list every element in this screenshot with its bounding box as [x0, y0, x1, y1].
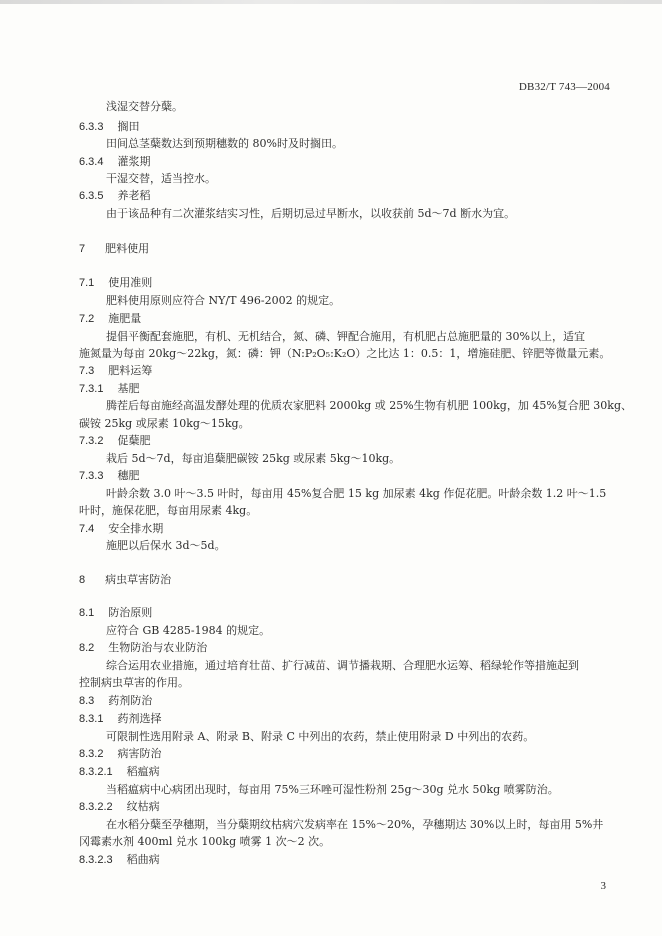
- clause-number: 8.3.2.1: [79, 766, 113, 778]
- standard-code: DB32/T 743—2004: [518, 81, 610, 93]
- line-text: 肥料运筹: [108, 364, 153, 377]
- line-text: 防治原则: [108, 606, 153, 619]
- line-text: 肥料使用原则应符合 NY/T 496-2002 的规定。: [106, 294, 341, 307]
- line-text: 施肥量: [108, 312, 142, 325]
- line-text: 综合运用农业措施，通过培育壮苗、扩行减苗、调节播栽期、合理肥水运筹、稻绿轮作等措施起到: [106, 659, 579, 672]
- line-text: 稻曲病: [126, 853, 160, 866]
- paragraph-line: [106, 624, 270, 638]
- paragraph-line: [106, 330, 585, 344]
- clause-heading: [79, 694, 152, 708]
- line-text: 肥料使用: [105, 242, 150, 255]
- line-text: 施氮量为每亩 20kg～22kg，氮：磷：钾（N:P₂O₅:K₂O）之比达 1：0.5：1，增施硅肥、锌肥等微量元素。: [79, 347, 611, 360]
- clause-number: 8: [79, 574, 86, 586]
- clause-heading: [79, 522, 163, 536]
- clause-number: 7.3: [79, 365, 95, 377]
- line-text: 浅湿交替分蘖。: [106, 100, 183, 113]
- clause-number: 7.3.2: [79, 435, 104, 447]
- paragraph-line: [79, 417, 250, 431]
- line-text: 搁田: [117, 120, 140, 133]
- clause-number: 7.3.3: [79, 470, 104, 482]
- line-text: 药剂选择: [117, 712, 162, 725]
- paragraph-line: [106, 539, 226, 553]
- clause-heading: [79, 641, 207, 655]
- clause-heading: [79, 800, 160, 814]
- line-text: 安全排水期: [108, 522, 164, 535]
- line-text: 病虫草害防治: [105, 573, 172, 586]
- line-text: 田间总茎蘖数达到预期穗数的 80%时及时搁田。: [106, 137, 343, 150]
- clause-heading: [79, 382, 139, 396]
- clause-number: 8.3.2: [79, 748, 104, 760]
- clause-heading: [79, 434, 150, 448]
- clause-heading: [79, 853, 160, 867]
- page-number: 3: [600, 880, 606, 892]
- paragraph-line: [79, 676, 189, 690]
- clause-number: 7.3.1: [79, 383, 104, 395]
- paragraph-line: [106, 137, 343, 151]
- paragraph-line: [106, 294, 340, 308]
- paragraph-line: [106, 207, 515, 221]
- paragraph-line: [106, 100, 183, 114]
- line-text: 栽后 5d～7d，每亩追蘖肥碳铵 25kg 或尿素 5kg～10kg。: [106, 452, 401, 465]
- clause-heading: [79, 469, 139, 483]
- line-text: 基肥: [117, 382, 140, 395]
- clause-heading: [79, 189, 150, 203]
- line-text: 应符合 GB 4285-1984 的规定。: [106, 624, 271, 637]
- clause-number: 8.3: [79, 695, 95, 707]
- line-text: 提倡平衡配套施肥，有机、无机结合，氮、磷、钾配合施用，有机肥占总施肥量的 30%以上，适宜: [106, 330, 585, 343]
- line-text: 生物防治与农业防治: [108, 641, 208, 654]
- paragraph-line: [106, 487, 606, 501]
- clause-heading: [79, 276, 152, 290]
- line-text: 可限制性选用附录 A、附录 B、附录 C 中列出的农药，禁止使用附录 D 中列出的农药。: [106, 730, 535, 743]
- line-text: 控制病虫草害的作用。: [79, 676, 189, 689]
- clause-number: 6.3.5: [79, 190, 104, 202]
- section-heading: [79, 242, 149, 256]
- clause-heading: [79, 120, 139, 134]
- clause-number: 7: [79, 243, 86, 255]
- line-text: 纹枯病: [126, 800, 160, 813]
- line-text: 穗肥: [117, 469, 140, 482]
- section-heading: [79, 573, 171, 587]
- line-text: 施肥以后保水 3d～5d。: [106, 539, 226, 552]
- paragraph-line: [106, 730, 534, 744]
- line-text: 病害防治: [117, 747, 162, 760]
- line-text: 由于该品种有二次灌浆结实习性，后期切忌过早断水，以收获前 5d～7d 断水为宜。: [106, 207, 516, 220]
- line-text: 腾茬后每亩施经高温发酵处理的优质农家肥料 2000kg 或 25%生物有机肥 100kg，加 45%复合肥 30kg、: [106, 399, 632, 412]
- clause-number: 8.3.2.2: [79, 801, 113, 813]
- paragraph-line: [106, 399, 632, 413]
- paragraph-line: [79, 504, 257, 518]
- line-text: 使用准则: [108, 276, 153, 289]
- clause-number: 7.1: [79, 277, 95, 289]
- clause-number: 8.1: [79, 607, 95, 619]
- clause-number: 7.2: [79, 313, 95, 325]
- clause-number: 8.2: [79, 642, 95, 654]
- clause-number: 8.3.1: [79, 713, 104, 725]
- line-text: 叶时，施保花肥，每亩用尿素 4kg。: [79, 504, 258, 517]
- line-text: 在水稻分蘖至孕穗期，当分蘖期纹枯病穴发病率在 15%～20%，孕穗期达 30%以上时，每亩用 5%井: [106, 818, 604, 831]
- line-text: 碳铵 25kg 或尿素 10kg～15kg。: [79, 417, 250, 430]
- clause-heading: [79, 606, 152, 620]
- clause-number: 6.3.3: [79, 121, 104, 133]
- paragraph-line: [79, 835, 330, 849]
- clause-heading: [79, 364, 152, 378]
- line-text: 灌浆期: [117, 155, 151, 168]
- line-text: 干湿交替，适当控水。: [106, 172, 216, 185]
- paragraph-line: [106, 452, 400, 466]
- clause-heading: [79, 747, 161, 761]
- clause-heading: [79, 765, 160, 779]
- line-text: 养老稻: [117, 189, 151, 202]
- line-text: 稻瘟病: [126, 765, 160, 778]
- line-text: 当稻瘟病中心病团出现时，每亩用 75%三环唑可湿性粉剂 25g～30g 兑水 50kg 喷雾防治。: [106, 783, 559, 796]
- line-text: 促蘖肥: [117, 434, 151, 447]
- clause-number: 7.4: [79, 523, 95, 535]
- clause-number: 8.3.2.3: [79, 854, 113, 866]
- line-text: 药剂防治: [108, 694, 153, 707]
- clause-number: 6.3.4: [79, 156, 104, 168]
- paragraph-line: [106, 659, 579, 673]
- clause-heading: [79, 312, 141, 326]
- scan-top-edge: [0, 0, 662, 4]
- line-text: 叶龄余数 3.0 叶～3.5 叶时，每亩用 45%复合肥 15 kg 加尿素 4kg 作促花肥。叶龄余数 1.2 叶～1.5: [106, 487, 607, 500]
- clause-heading: [79, 155, 150, 169]
- clause-heading: [79, 712, 161, 726]
- paragraph-line: [106, 783, 559, 797]
- paragraph-line: [106, 172, 216, 186]
- paragraph-line: [106, 818, 603, 832]
- paragraph-line: [79, 347, 610, 361]
- line-text: 冈霉素水剂 400ml 兑水 100kg 喷雾 1 次～2 次。: [79, 835, 331, 848]
